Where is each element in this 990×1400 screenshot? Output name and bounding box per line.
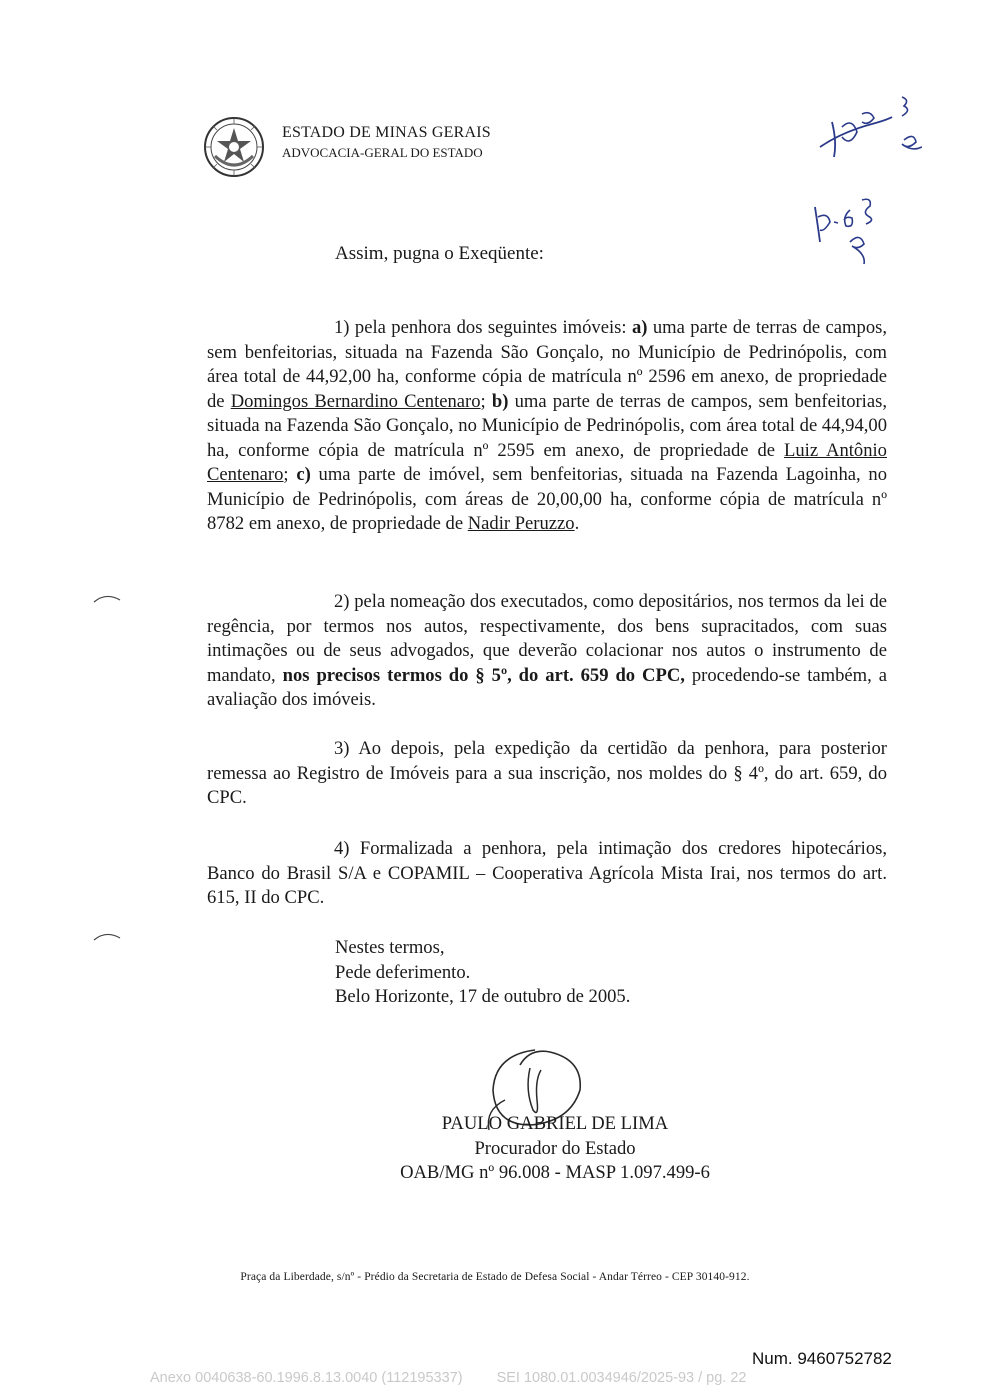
scan-margin-mark [92, 930, 122, 942]
owner-name-1: Domingos Bernardino Centenaro [230, 390, 481, 412]
signer-name: PAULO GABRIEL DE LIMA [441, 1113, 669, 1134]
greeting-line: Assim, pugna o Exeqüente: [335, 243, 544, 264]
closing-date: Belo Horizonte, 17 de outubro de 2005. [335, 986, 631, 1007]
header-state-name: ESTADO DE MINAS GERAIS [282, 124, 491, 141]
paragraph-3: 3) Ao depois, pela expedição da certidão da penhora, para posterior remessa ao Registro de Imóveis para a sua inscrição, nos moldes do § 4º, do art. 659, do CPC. [207, 738, 887, 808]
signer-title: Procurador do Estado [474, 1137, 636, 1159]
paragraph-2: 2) pela nomeação dos executados, como depositários, nos termos da lei de regência, por termos nos autos, respectivamente, dos bens supracitados, com suas intimações ou de seus advogados, que deverão colacionar nos autos o instrumento de mandato, nos precisos termos do § 5º, do art. 659 do CPC, procedendo-se também, a avaliação dos imóveis. [207, 591, 887, 710]
footer-address: Praça da Liberdade, s/nº - Prédio da Secretaria de Estado de Defesa Social - Andar Térreo - CEP 30140-912. [240, 1271, 750, 1283]
paragraph-4: 4) Formalizada a penhora, pela intimação dos credores hipotecários, Banco do Brasil S/A e COPAMIL – Cooperativa Agrícola Mista Irai, nos termos do art. 615, II do CPC. [207, 838, 887, 908]
closing-line-2: Pede deferimento. [335, 961, 471, 983]
handwritten-folio-annotation [810, 192, 885, 267]
annex-reference: Anexo 0040638-60.1996.8.13.0040 (112195337) SEI 1080.01.0034946/2025-93 / pg. 22 [150, 1370, 747, 1386]
owner-name-3: Nadir Peruzzo [467, 513, 575, 534]
paragraph-1: 1) pela penhora dos seguintes imóveis: a) uma parte de terras de campos, sem benfeitorias, situada na Fazenda São Gonçalo, no Município de Pedrinópolis, com área total de 44,92,00 ha, conforme cópia de matrícula nº 2596 em anexo, de propriedade de Domingos Bernardino Centenaro; b) uma parte de terras de campos, sem benfeitorias, situada na Fazenda São Gonçalo, no Município de Pedrinópolis, com área total de 44,94,00 ha, conforme cópia de matrícula nº 2595 em anexo, de propriedade de Luiz Antônio Centenaro; c) uma parte de imóvel, sem benfeitorias, situada na Fazenda Lagoinha, no Município de Pedrinópolis, com áreas de 20,00,00 ha, conforme cópia de matrícula nº 8782 em anexo, de propriedade de Nadir Peruzzo. [207, 317, 887, 534]
signer-registration: OAB/MG nº 96.008 - MASP 1.097.499-6 [400, 1162, 710, 1183]
owner-name-2: Luiz Antônio Centenaro [207, 439, 887, 485]
legal-reference-bold: nos precisos termos do § 5º, do art. 659 do CPC, [282, 664, 685, 686]
state-seal-icon [203, 116, 265, 178]
signer-block [380, 1112, 730, 1186]
document-number: Num. 9460752782 [752, 1349, 892, 1368]
header-agency-name: ADVOCACIA-GERAL DO ESTADO [282, 145, 483, 160]
closing-block [335, 936, 630, 1010]
closing-line-1: Nestes termos, [335, 937, 445, 958]
sei-reference: SEI 1080.01.0034946/2025-93 / pg. 22 [496, 1370, 747, 1386]
scan-margin-mark [92, 592, 122, 604]
handwritten-page-annotation [812, 92, 922, 162]
